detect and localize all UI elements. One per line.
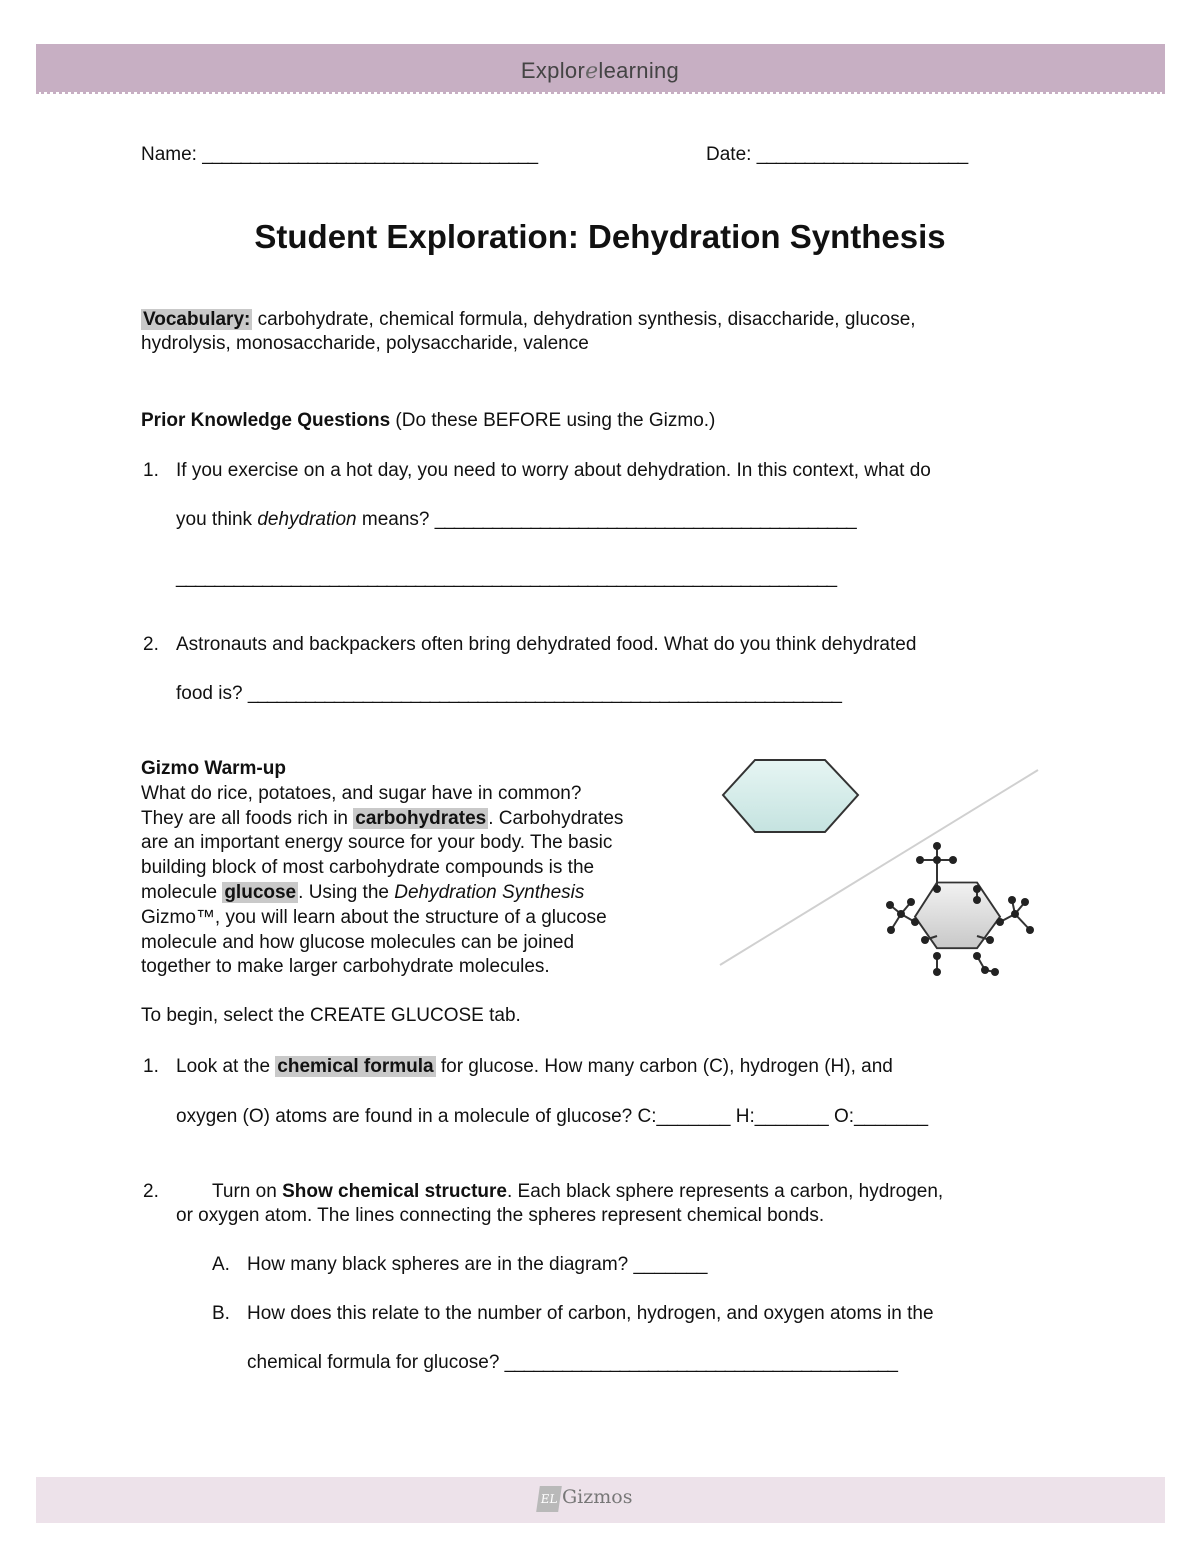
term-chemical-formula: chemical formula — [277, 1056, 434, 1077]
create-q2b-text-1: How does this relate to the number of carbon, hydrogen, and oxygen atoms in the — [247, 1303, 934, 1324]
create-q2b-text-2 — [247, 1351, 897, 1375]
warmup-line-7: molecule and how glucose molecules can be joined — [141, 931, 575, 953]
name-label: Name: — [141, 144, 197, 165]
prior-q1-post: means? — [356, 509, 435, 530]
gizmos-logo-mark: EL — [536, 1486, 562, 1512]
page-title: Student Exploration: Dehydration Synthesis — [254, 218, 946, 255]
prior-q1-number: 1. — [143, 460, 159, 481]
warmup-line-3: are an important energy source for your body. The basic — [141, 832, 613, 854]
gizmos-logo — [538, 1486, 632, 1512]
term-carbohydrates: carbohydrates — [355, 807, 487, 829]
brand-pre: Explor — [520, 58, 586, 83]
name-line — [141, 143, 537, 167]
prior-q2-line-2 — [176, 682, 841, 706]
prior-q2-line-1: Astronauts and backpackers often bring dehydrated food. What do you think dehydrated — [176, 634, 917, 655]
warmup-line-6: Gizmo™, you will learn about the structure of a glucose — [141, 906, 607, 928]
header-dotted-rule — [36, 91, 1165, 94]
prior-knowledge-heading — [141, 409, 715, 433]
create-q2-pre: Turn on — [212, 1181, 283, 1202]
vocabulary-terms-1: carbohydrate, chemical formula, dehydration synthesis, disaccharide, glucose, — [252, 309, 916, 330]
date-blank: ______________________ — [756, 144, 968, 165]
warmup-line-1: What do rice, potatoes, and sugar have in common? — [141, 782, 582, 804]
warmup-line-4: building block of most carbohydrate compounds is the — [141, 857, 595, 879]
prior-q1-line-1: If you exercise on a hot day, you need to worry about dehydration. In this context, what do — [176, 460, 931, 481]
warmup-line-8: together to make larger carbohydrate molecules. — [141, 956, 550, 978]
create-q2-line-2: or oxygen atom. The lines connecting the spheres represent chemical bonds. — [176, 1205, 825, 1226]
glucose-hexagon-icon — [723, 760, 858, 832]
prior-q1-em: dehydration — [257, 509, 357, 530]
create-q2b-pre: chemical formula for glucose? — [247, 1352, 505, 1373]
warmup-block — [141, 757, 701, 980]
brand-logo — [0, 58, 1200, 84]
glucose-structure-icon — [886, 842, 1034, 976]
vocabulary-label: Vocabulary: — [143, 309, 251, 330]
warmup-l5-mid: . Using the — [298, 881, 395, 903]
warmup-line-2 — [141, 807, 701, 832]
prior-q2-answer-blank[interactable]: ______________________________________________________________ — [247, 683, 841, 704]
term-glucose: glucose — [224, 881, 297, 903]
prior-q1-answer-blank-2[interactable]: _____________________________________________________________________ — [176, 567, 837, 588]
warmup-l2-pre: They are all foods rich in — [141, 807, 354, 829]
vocabulary-line-2: hydrolysis, monosaccharide, polysaccharide, valence — [141, 333, 589, 354]
prior-q1-pre: you think — [176, 509, 258, 530]
brand-swirl: e — [585, 59, 599, 84]
vocabulary-line-1 — [141, 308, 916, 332]
date-label: Date: — [706, 144, 752, 165]
create-q2a-label: A. — [212, 1254, 230, 1275]
create-q1-number: 1. — [143, 1056, 159, 1077]
create-q1-line-2[interactable]: oxygen (O) atoms are found in a molecule of glucose? C:_______ H:_______ O:_______ — [176, 1106, 929, 1127]
create-q2b-label: B. — [212, 1303, 230, 1324]
warmup-gizmo-name: Dehydration Synthesis — [394, 881, 585, 903]
prior-q2-number: 2. — [143, 634, 159, 655]
warmup-l2-post: . Carbohydrates — [488, 807, 624, 829]
create-q1-pre: Look at the — [176, 1056, 276, 1077]
begin-instruction: To begin, select the CREATE GLUCOSE tab. — [141, 1005, 521, 1026]
show-chemical-structure-term: Show chemical structure — [282, 1181, 507, 1202]
create-q1-post: for glucose. How many carbon (C), hydrogen (H), and — [435, 1056, 893, 1077]
warmup-line-5 — [141, 881, 701, 906]
name-blank: ___________________________________ — [202, 144, 538, 165]
prior-q1-answer-blank[interactable]: ____________________________________________ — [434, 509, 856, 530]
warmup-l5-pre: molecule — [141, 881, 223, 903]
prior-heading-text: Prior Knowledge Questions — [141, 410, 391, 431]
date-line — [706, 143, 967, 167]
prior-q1-line-2 — [176, 508, 856, 532]
create-q2-post: . Each black sphere represents a carbon, hydrogen, — [506, 1181, 944, 1202]
create-q2a-text[interactable]: How many black spheres are in the diagram? _______ — [247, 1254, 708, 1275]
brand-post: learning — [598, 58, 680, 83]
prior-q2-pre: food is? — [176, 683, 248, 704]
warmup-heading: Gizmo Warm-up — [141, 758, 286, 779]
create-q2-number: 2. — [143, 1181, 159, 1202]
glucose-illustration — [715, 750, 1045, 980]
create-q2-line-1 — [212, 1180, 943, 1204]
create-q2b-answer-blank[interactable]: _________________________________________ — [504, 1352, 897, 1373]
prior-heading-note: (Do these BEFORE using the Gizmo.) — [390, 410, 716, 431]
gizmos-logo-text: Gizmos — [562, 1486, 633, 1508]
create-q1-line-1 — [176, 1055, 893, 1079]
